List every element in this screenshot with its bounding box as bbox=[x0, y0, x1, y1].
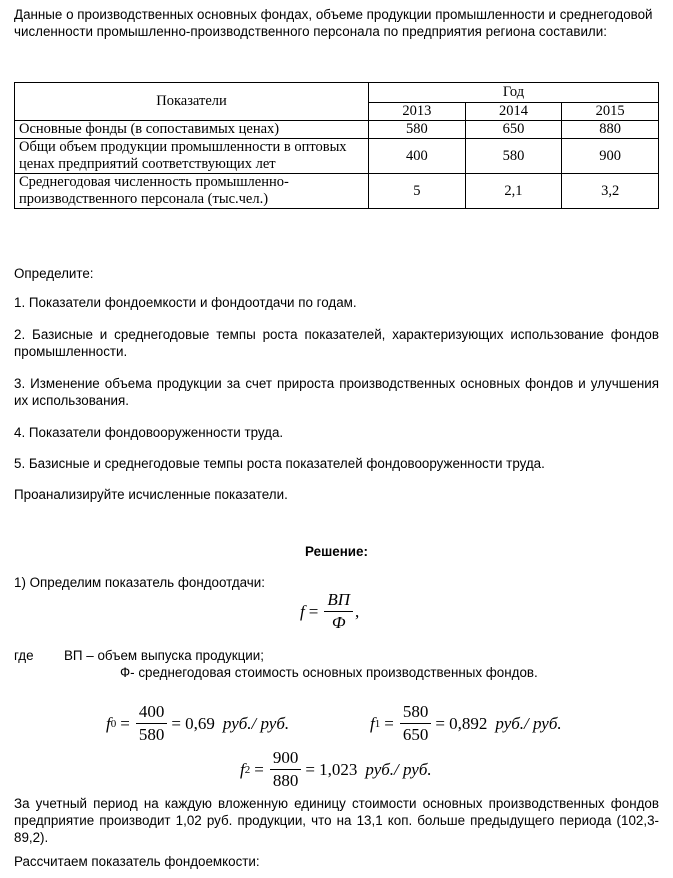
row-label: Среднегодовая численность промышленно-производственного персонала (тыс.чел.) bbox=[15, 174, 369, 209]
intro-paragraph: Данные о производственных основных фондах, объеме продукции промышленности и среднегодовой численности промышленно-производственного персонала по предприятия региона составили: bbox=[14, 7, 653, 39]
task-item-2: 2. Базисные и среднегодовые темпы роста показателей, характеризующих использование фондов промышленности. bbox=[14, 327, 659, 359]
formula-main: f = $\frac{ВП}{Ф}$ , bbox=[300, 590, 360, 632]
row-label: Общи объем продукции промышленности в оптовых ценах предприятий соответствующих лет bbox=[15, 139, 369, 174]
row-label: Основные фонды (в сопоставимых ценах) bbox=[15, 121, 369, 139]
header-year: Год bbox=[369, 83, 659, 103]
table-cell: 580 bbox=[369, 121, 466, 139]
table-cell: 900 bbox=[562, 139, 659, 174]
formula-numerator: ВП bbox=[324, 590, 353, 612]
year-2015: 2015 bbox=[562, 103, 659, 121]
next-step-text: Рассчитаем показатель фондоемкости: bbox=[14, 854, 260, 869]
formula-denominator: Ф bbox=[331, 613, 346, 632]
task-item-4: 4. Показатели фондовооруженности труда. bbox=[14, 425, 284, 440]
task-item-5: 5. Базисные и среднегодовые темпы роста показателей фондовооруженности труда. bbox=[14, 456, 545, 471]
task-item-1: 1. Показатели фондоемкости и фондоотдачи по годам. bbox=[14, 295, 357, 310]
define-label: Определите: bbox=[14, 266, 94, 281]
header-indicator: Показатели bbox=[15, 83, 369, 121]
formula-f1: f 1 = $\frac{580}{650}$ = 0,892 руб./ руб. bbox=[370, 702, 562, 744]
task-item-3: 3. Изменение объема продукции за счет прироста производственных основных фондов и улучшения их использования. bbox=[14, 376, 659, 408]
where-label: где bbox=[14, 648, 34, 663]
table-cell: 2,1 bbox=[465, 174, 562, 209]
table-cell: 580 bbox=[465, 139, 562, 174]
table-row bbox=[15, 174, 659, 209]
table-cell: 400 bbox=[369, 139, 466, 174]
formula-f0: f 0 = $\frac{400}{580}$ = 0,69 руб./ руб. bbox=[106, 702, 290, 744]
where-item-1: ВП – объем выпуска продукции; bbox=[64, 648, 264, 663]
table-row bbox=[15, 139, 659, 174]
formula-lhs: f bbox=[300, 601, 305, 621]
where-item-2: Ф- среднегодовая стоимость основных производственных фондов. bbox=[120, 665, 538, 680]
solution-title: Решение: bbox=[305, 544, 368, 559]
step1-text: 1) Определим показатель фондоотдачи: bbox=[14, 575, 265, 590]
table-row bbox=[15, 121, 659, 139]
formula-tail: , bbox=[355, 601, 360, 621]
conclusion-paragraph: За учетный период на каждую вложенную единицу стоимости основных производственных фондов предприятие производит 1,02 руб. продукции, что на 13,1 коп. больше предыдущего периода (102,3-89,2). bbox=[14, 796, 659, 845]
analyze-instruction: Проанализируйте исчисленные показатели. bbox=[14, 487, 288, 502]
year-2014: 2014 bbox=[465, 103, 562, 121]
table-cell: 3,2 bbox=[562, 174, 659, 209]
year-2013: 2013 bbox=[369, 103, 466, 121]
table-cell: 880 bbox=[562, 121, 659, 139]
table-cell: 5 bbox=[369, 174, 466, 209]
formula-f2: f 2 = $\frac{900}{880}$ = 1,023 руб./ руб. bbox=[240, 748, 432, 790]
data-table bbox=[14, 82, 659, 209]
table-cell: 650 bbox=[465, 121, 562, 139]
